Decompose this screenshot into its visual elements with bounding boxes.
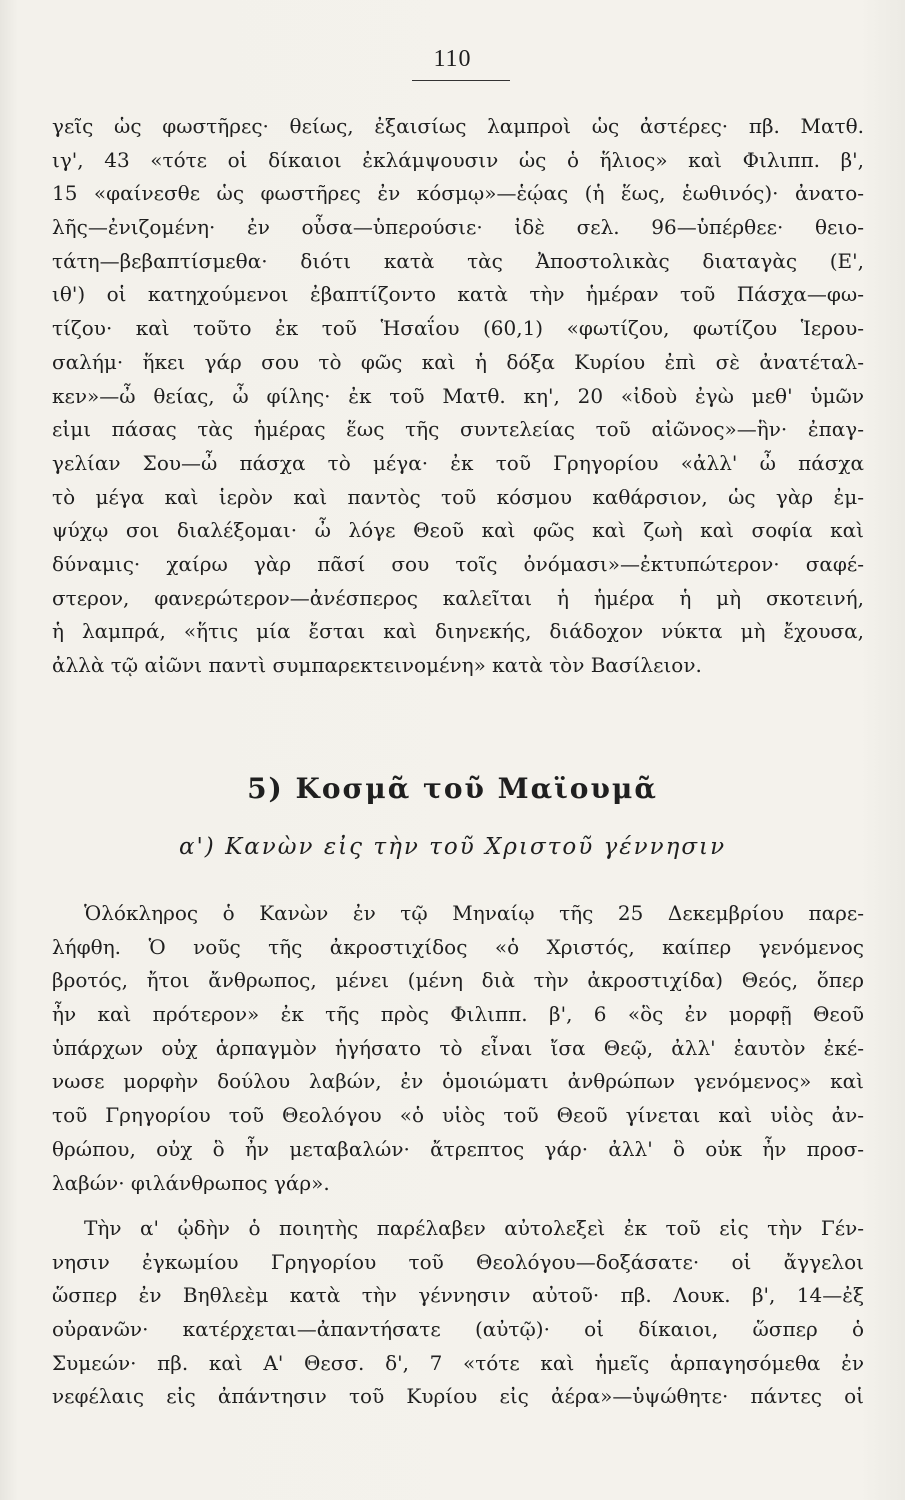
text-line: τίζου· καὶ τοῦτο ἐκ τοῦ Ἡσαΐου (60,1) «φωτίζου, φωτίζου Ἱερου- <box>52 316 864 341</box>
text-line: τὸ μέγα καὶ ἱερὸν καὶ παντὸς τοῦ κόσμου καθάρσιον, ὡς γὰρ ἐμ- <box>52 484 864 509</box>
paragraph-acrostic <box>52 897 864 1200</box>
page-number-rule <box>412 80 510 81</box>
text-line: ἡ λαμπρά, «ἥτις μία ἔσται καὶ διηνεκής, διάδοχον νύκτα μὴ ἔχουσα, <box>52 619 864 644</box>
text-line: οὐρανῶν· κατέρχεται—ἀπαντήσατε (αὐτῷ)· οἱ δίκαιοι, ὥσπερ ὁ <box>52 1317 864 1342</box>
text-line: τάτη—βεβαπτίσμεθα· διότι κατὰ τὰς Ἀποστολικὰς διαταγὰς (Ε', <box>52 248 864 273</box>
text-line: ιθ') οἱ κατηχούμενοι ἐβαπτίζοντο κατὰ τὴν ἡμέραν τοῦ Πάσχα—φω- <box>52 282 864 307</box>
text-line: κεν»—ὦ θείας, ὦ φίλης· ἐκ τοῦ Ματθ. κη', 20 «ἰδοὺ ἐγὼ μεθ' ὑμῶν <box>52 383 864 408</box>
text-line: λαβών· φιλάνθρωπος γάρ». <box>52 1170 330 1195</box>
text-line: τοῦ Γρηγορίου τοῦ Θεολόγου «ὁ υἱὸς τοῦ Θεοῦ γίνεται καὶ υἱὸς ἀν- <box>52 1103 864 1128</box>
text-line: ψύχῳ σοι διαλέξομαι· ὦ λόγε Θεοῦ καὶ φῶς καὶ ζωὴ καὶ σοφία καὶ <box>52 518 864 543</box>
text-line: ἀλλὰ τῷ αἰῶνι παντὶ συμπαρεκτεινομένη» κατὰ τὸν Βασίλειον. <box>52 653 702 677</box>
paragraph-first-ode <box>52 1212 864 1414</box>
text-line: ὑπάρχων οὐχ ἁρπαγμὸν ἡγήσατο τὸ εἶναι ἴσα Θεῷ, ἀλλ' ἑαυτὸν ἐκέ- <box>52 1035 864 1060</box>
text-line: βροτός, ἤτοι ἄνθρωπος, μένει (μένη διὰ τὴν ἀκροστιχίδα) Θεός, ὅπερ <box>52 968 864 993</box>
section-subtitle: α') Κανὼν εἰς τὴν τοῦ Χριστοῦ γέννησιν <box>178 834 727 860</box>
text-line: νησιν ἐγκωμίου Γρηγορίου τοῦ Θεολόγου—δοξάσατε· οἱ ἄγγελοι <box>52 1249 864 1274</box>
text-line: δύναμις· χαίρω γὰρ πᾶσί σου τοῖς ὀνόμασι»—ἐκτυπώτερον· σαφέ- <box>52 551 864 576</box>
text-line: ὥσπερ ἐν Βηθλεὲμ κατὰ τὴν γέννησιν αὐτοῦ· πβ. Λουκ. β', 14—ἐξ <box>52 1283 864 1308</box>
text-line: γεῖς ὡς φωστῆρες· θείως, ἐξαισίως λαμπροὶ ὡς ἀστέρες· πβ. Ματθ. <box>52 114 864 138</box>
page-number: 110 <box>433 46 472 72</box>
text-line: εἰμι πάσας τὰς ἡμέρας ἕως τῆς συντελείας τοῦ αἰῶνος»—ἣν· ἐπαγ- <box>52 417 864 442</box>
text-line: στερον, φανερώτερον—ἀνέσπερος καλεῖται ἡ ἡμέρα ἡ μὴ σκοτεινή, <box>52 585 864 610</box>
text-line: νωσε μορφὴν δούλου λαβών, ἐν ὁμοιώματι ἀνθρώπων γενόμενος» καὶ <box>52 1069 864 1094</box>
text-line: Τὴν α' ᾠδὴν ὁ ποιητὴς παρέλαβεν αὐτολεξεὶ ἐκ τοῦ εἰς τὴν Γέν- <box>84 1216 864 1240</box>
text-line: ἦν καὶ πρότερον» ἐκ τῆς πρὸς Φιλιππ. β', 6 «ὃς ἐν μορφῇ Θεοῦ <box>52 1002 864 1027</box>
text-line: νεφέλαις εἰς ἀπάντησιν τοῦ Κυρίου εἰς ἀέρα»—ὑψώθητε· πάντες οἱ <box>52 1384 864 1409</box>
text-line: 15 «φαίνεσθε ὡς φωστῆρες ἐν κόσμῳ»—ἑῴας (ἡ ἕως, ἑωθινός)· ἀνατο- <box>52 181 864 206</box>
text-line: ιγ', 43 «τότε οἱ δίκαιοι ἐκλάμψουσιν ὡς ὁ ἥλιος» καὶ Φιλιππ. β', <box>52 147 864 172</box>
text-line: Ὁλόκληρος ὁ Κανὼν ἐν τῷ Μηναίῳ τῆς 25 Δεκεμβρίου παρε- <box>84 901 864 925</box>
paragraph-commentary <box>52 110 864 683</box>
text-line: λῆς—ἐνιζομένη· ἐν οὖσα—ὑπερούσιε· ἰδὲ σελ. 96—ὑπέρθεε· θειο- <box>52 215 864 240</box>
text-line: γελίαν Σου—ὦ πάσχα τὸ μέγα· ἐκ τοῦ Γρηγορίου «ἀλλ' ὦ πάσχα <box>52 450 864 475</box>
text-line: λήφθη. Ὁ νοῦς τῆς ἀκροστιχίδος «ὁ Χριστός, καίπερ γενόμενος <box>52 934 864 959</box>
text-line: Συμεών· πβ. καὶ Α' Θεσσ. δ', 7 «τότε καὶ ἡμεῖς ἁρπαγησόμεθα ἐν <box>52 1350 864 1375</box>
text-line: θρώπου, οὐχ ὃ ἦν μεταβαλών· ἄτρεπτος γάρ· ἀλλ' ὃ οὐκ ἦν προσ- <box>52 1136 864 1161</box>
section-title: 5) Κοσμᾶ τοῦ Μαϊουμᾶ <box>247 772 658 805</box>
text-line: σαλήμ· ἥκει γάρ σου τὸ φῶς καὶ ἡ δόξα Κυρίου ἐπὶ σὲ ἀνατέταλ- <box>52 349 864 374</box>
